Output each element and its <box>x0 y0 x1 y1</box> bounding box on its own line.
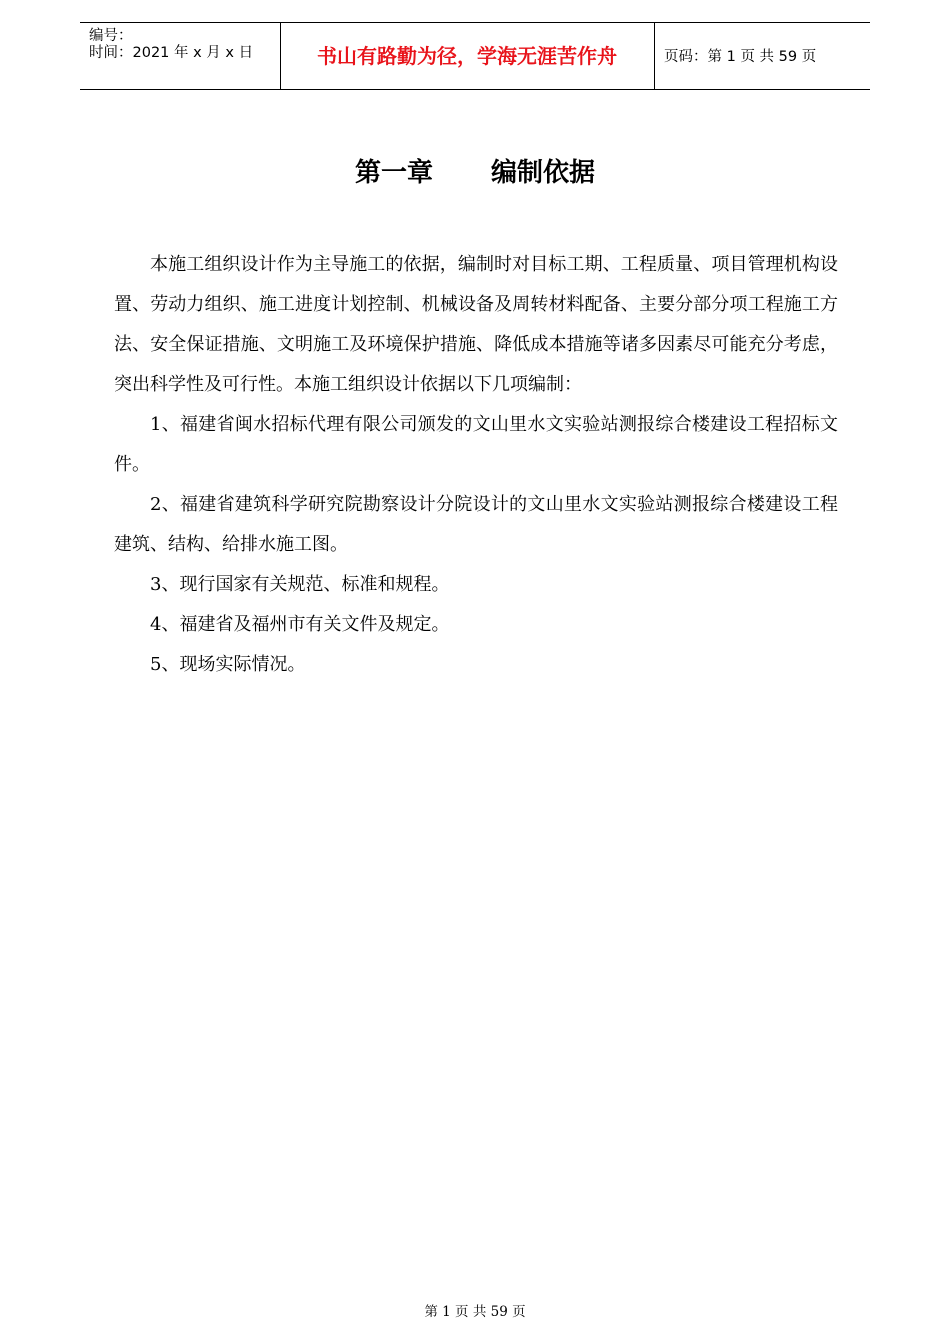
chapter-number: 第一章 <box>354 158 433 188</box>
chapter-title <box>0 155 950 191</box>
motto-text: 书山有路勤为径，学海无涯苦作舟 <box>317 44 617 68</box>
chapter-name: 编制依据 <box>491 158 596 188</box>
page-header <box>80 22 870 90</box>
basis-item-2: 2、福建省建筑科学研究院勘察设计分院设计的文山里水文实验站测报综合楼建设工程建筑、结构、给排水施工图。 <box>114 494 838 555</box>
page-footer: 第 1 页 共 59 页 <box>424 1304 526 1320</box>
serial-number-label: 编号： <box>89 28 133 44</box>
header-info-cell <box>80 23 281 89</box>
basis-item-4: 4、福建省及福州市有关文件及规定。 <box>150 614 450 635</box>
date-label: 时间：2021 年 x 月 x 日 <box>89 45 254 61</box>
body-text <box>114 245 838 685</box>
header-page-cell <box>655 23 870 89</box>
basis-item-5: 5、现场实际情况。 <box>150 654 306 675</box>
page-code: 页码：第 1 页 共 59 页 <box>664 49 817 65</box>
basis-item-3: 3、现行国家有关规范、标准和规程。 <box>150 574 450 595</box>
header-motto-cell <box>281 23 655 89</box>
basis-item-1: 1、福建省闽水招标代理有限公司颁发的文山里水文实验站测报综合楼建设工程招标文件。 <box>114 414 838 475</box>
intro-paragraph: 本施工组织设计作为主导施工的依据，编制时对目标工期、工程质量、项目管理机构设置、劳动力组织、施工进度计划控制、机械设备及周转材料配备、主要分部分项工程施工方法、安全保证措施、文明施工及环境保护措施、降低成本措施等诸多因素尽可能充分考虑，突出科学性及可行性。本施工组织设计依据以下几项编制： <box>114 254 838 395</box>
